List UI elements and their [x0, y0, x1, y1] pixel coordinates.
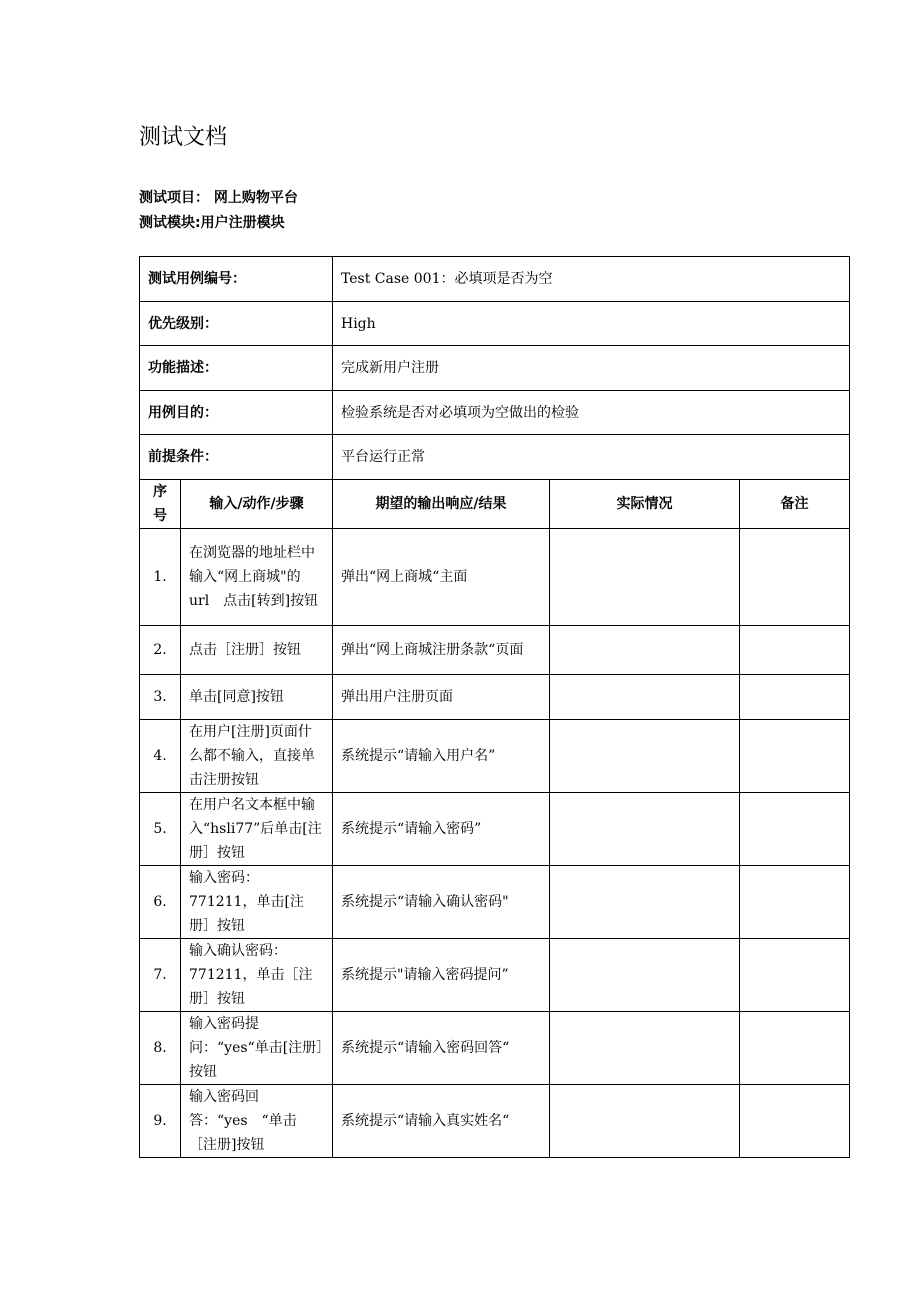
step-expected: 系统提示“请输入真实姓名“	[333, 1085, 550, 1158]
step-action: 输入密码提问：“yes“单击[注册］按钮	[181, 1012, 333, 1085]
col-header-note: 备注	[740, 480, 850, 529]
step-action: 在浏览器的地址栏中输入“网上商城"的 url 点击[转到]按钮	[181, 529, 333, 626]
module-value: :用户注册模块	[195, 215, 285, 231]
step-actual	[550, 793, 740, 866]
function-label: 功能描述：	[140, 346, 333, 391]
step-expected: 系统提示"请输入密码提问”	[333, 939, 550, 1012]
step-expected: 系统提示“请输入密码”	[333, 793, 550, 866]
step-actual	[550, 529, 740, 626]
document-title: 测试文档	[139, 125, 228, 150]
col-header-action: 输入/动作/步骤	[181, 480, 333, 529]
step-note	[740, 1085, 850, 1158]
step-number: 2.	[140, 626, 181, 675]
step-note	[740, 626, 850, 675]
step-note	[740, 529, 850, 626]
step-number: 8.	[140, 1012, 181, 1085]
step-expected: 系统提示“请输入确认密码"	[333, 866, 550, 939]
precondition-value: 平台运行正常	[333, 435, 850, 480]
step-note	[740, 793, 850, 866]
info-row-case-id	[140, 257, 850, 302]
step-note	[740, 675, 850, 720]
project-value: 网上购物平台	[213, 190, 298, 206]
step-action: 在用户名文本框中输入“hsli77”后单击[注册］按钮	[181, 793, 333, 866]
info-row-purpose	[140, 391, 850, 435]
table-row	[140, 626, 850, 675]
info-row-precondition	[140, 435, 850, 480]
step-number: 1.	[140, 529, 181, 626]
step-expected: 系统提示“请输入用户名”	[333, 720, 550, 793]
table-row	[140, 720, 850, 793]
step-action: 在用户[注册]页面什么都不输入，直接单击注册按钮	[181, 720, 333, 793]
step-number: 7.	[140, 939, 181, 1012]
module-label: 测试模块	[139, 215, 195, 231]
step-expected: 弹出“网上商城“主面	[333, 529, 550, 626]
table-row	[140, 1012, 850, 1085]
step-expected: 弹出用户注册页面	[333, 675, 550, 720]
step-action: 输入密码：771211，单击[注册］按钮	[181, 866, 333, 939]
project-label: 测试项目：	[139, 190, 209, 206]
step-action: 输入密码回答：“yes “单击［注册]按钮	[181, 1085, 333, 1158]
step-number: 3.	[140, 675, 181, 720]
step-note	[740, 720, 850, 793]
precondition-label: 前提条件：	[140, 435, 333, 480]
test-case-table	[139, 256, 850, 1158]
step-action: 单击[同意]按钮	[181, 675, 333, 720]
step-action: 点击［注册］按钮	[181, 626, 333, 675]
purpose-value: 检验系统是否对必填项为空做出的检验	[333, 391, 850, 435]
step-actual	[550, 720, 740, 793]
step-number: 9.	[140, 1085, 181, 1158]
step-number: 4.	[140, 720, 181, 793]
info-row-priority	[140, 302, 850, 346]
function-value: 完成新用户注册	[333, 346, 850, 391]
col-header-actual: 实际情况	[550, 480, 740, 529]
step-note	[740, 1012, 850, 1085]
step-actual	[550, 1012, 740, 1085]
step-actual	[550, 866, 740, 939]
project-line	[139, 187, 298, 207]
steps-header-row	[140, 480, 850, 529]
priority-label: 优先级别：	[140, 302, 333, 346]
module-line	[139, 212, 285, 232]
step-number: 5.	[140, 793, 181, 866]
col-header-seq: 序号	[140, 480, 181, 529]
case-id-value: Test Case 001：必填项是否为空	[333, 257, 850, 302]
col-header-expected: 期望的输出响应/结果	[333, 480, 550, 529]
case-id-label: 测试用例编号：	[140, 257, 333, 302]
step-actual	[550, 675, 740, 720]
step-expected: 系统提示“请输入密码回答“	[333, 1012, 550, 1085]
table-row	[140, 529, 850, 626]
step-actual	[550, 939, 740, 1012]
step-actual	[550, 1085, 740, 1158]
table-row	[140, 866, 850, 939]
table-row	[140, 793, 850, 866]
table-row	[140, 1085, 850, 1158]
table-row	[140, 675, 850, 720]
priority-value: High	[333, 302, 850, 346]
step-number: 6.	[140, 866, 181, 939]
step-action: 输入确认密码：771211，单击［注册］按钮	[181, 939, 333, 1012]
step-note	[740, 939, 850, 1012]
step-actual	[550, 626, 740, 675]
step-note	[740, 866, 850, 939]
info-row-function	[140, 346, 850, 391]
step-expected: 弹出“网上商城注册条款“页面	[333, 626, 550, 675]
table-row	[140, 939, 850, 1012]
purpose-label: 用例目的：	[140, 391, 333, 435]
